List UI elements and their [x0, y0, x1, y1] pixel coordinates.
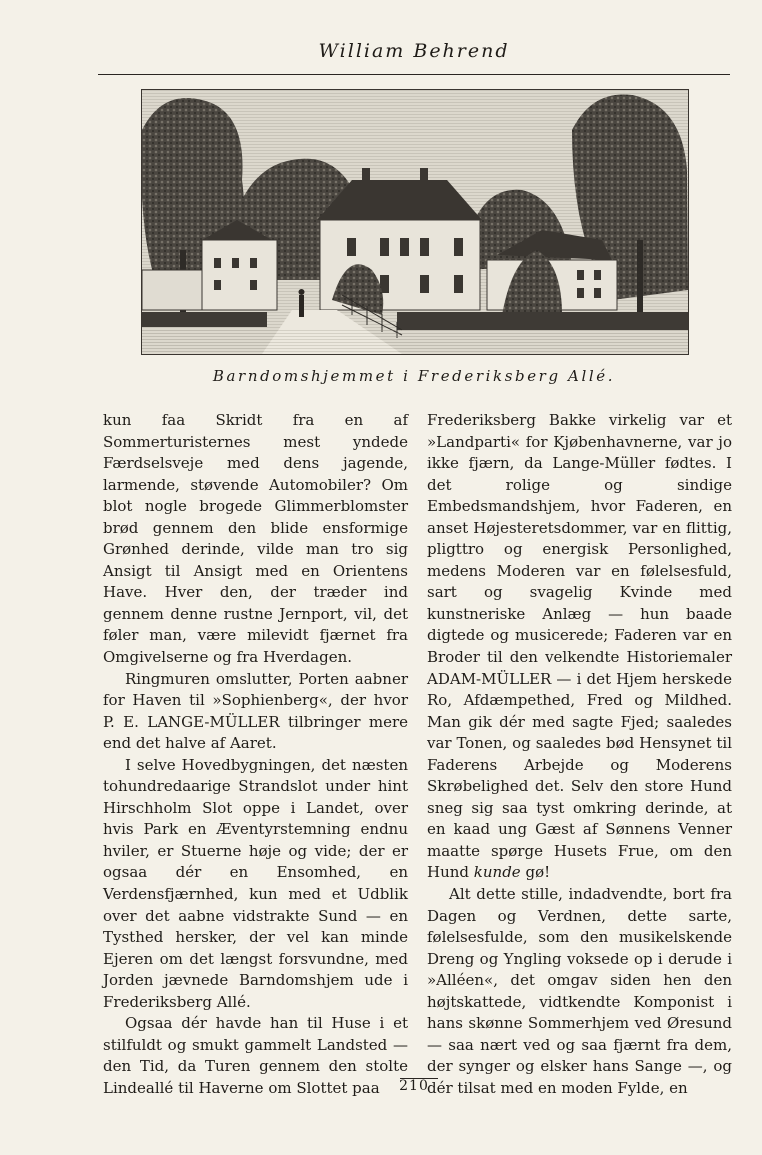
paragraph: kun faa Skridt fra en af Sommerturisternes mest yndede Færdselsveje med dens jagende, larmende, støvende Automobiler? Om blot nogle brogede Glimmerblomster brød gennem den blide ensformige Grønhed derinde, vilde man tro sig Ansigt til Ansigt med en Orientens Have. Hver den, der træder ind gennem denne rustne Jernport, vil, det føler man, være milevidt fjærnet fra Omgivelserne og fra Hverdagen.	[103, 411, 408, 667]
chimney	[362, 168, 370, 182]
paragraph: Alt dette stille, indadvendte, bort fra Dagen og Verdnen, dette sarte, følelsesfulde, som den musikelskende Dreng og Yngling voksede op i derude i »Alléen«, det omgav siden hen den højtskattede, vidtkendte Komponist i hans skønne Sommerhjem ved Øresund — saa nært ved og saa fjærnt fra dem, der synger og elsker hans Sange —, og dér tilsat med en moden Fylde, en	[427, 885, 732, 1097]
paragraph-text: Frederiksberg Bakke virkelig var et »Landparti« for Kjøbenhavnerne, var jo ikke fjærn, da Lange-Müller fødtes. I det rolige og sindige Embedsmandshjem, hvor Faderen, en anset Højesteretsdommer, var en flittig, pligttro og energisk Personlighed, medens Moderen var en følelsesfuld, sart og svagelig Kvinde med kunstneriske Anlæg — hun baade digtede og musicerede; Faderen var en Broder til den velkendte Historiemaler ADAM-MÜLLER — i det Hjem herskede Ro, Afdæmpethed, Fred og Mildhed. Man gik dér med sagte Fjed; saaledes var Tonen, og saaledes bød Hensynet til Faderens Arbejde og Moderens Skrøbelighed det. Selv den store Hund sneg sig saa tyst omkring derinde, at en kaad ung Gæst af Sønnens Venner maatte spørge Husets Frue, om den Hund	[427, 411, 732, 882]
hedge-right	[397, 312, 688, 330]
header-rule	[98, 74, 730, 75]
chimney	[420, 168, 428, 182]
hedge-left	[142, 312, 267, 327]
engraving-illustration	[141, 89, 689, 355]
paragraph: Ringmuren omslutter, Porten aabner for Haven til »Sophienberg«, der hvor P. E. LANGE-MÜLLER tilbringer mere end det halve af Aaret.	[103, 669, 408, 753]
figure-caption: Barndomshjemmet i Frederiksberg Allé.	[212, 367, 616, 385]
paragraph	[427, 410, 732, 884]
paragraph-text: gø!	[525, 863, 551, 882]
left-wing	[202, 240, 277, 310]
emphasized-word: kunde	[473, 863, 521, 882]
paragraph: Ogsaa dér havde han til Huse i et stilfuldt og smukt gammelt Landsted — den Tid, da Turen gennem den stolte Lindeallé til Haverne om Slottet paa	[103, 1014, 408, 1097]
right-text-column	[427, 410, 732, 1100]
walking-figure	[299, 295, 304, 317]
paragraph: I selve Hovedbygningen, det næsten tohundredaarige Strandslot under hint Hirschholm Slot oppe i Landet, over hvis Park en Æventyrstemning endnu hviler, er Stuerne høje og vide; der er ogsaa dér en Ensomhed, en Verdensfjærnhed, kun med et Udblik over det aabne vidstrakte Sund — en Tysthed hersker, der vel kan minde Ejeren om det længst forsvundne, med Jorden jævnede Barndomshjem ude i Frederiksberg Allé.	[103, 755, 408, 1011]
left-outbuilding	[142, 270, 202, 310]
running-title: William Behrend	[318, 40, 510, 62]
page-number: 210	[399, 1078, 429, 1094]
left-text-column	[103, 410, 408, 1100]
ground	[142, 330, 688, 354]
childhood-home-engraving	[142, 90, 688, 354]
right-tree-trunk	[637, 240, 643, 315]
